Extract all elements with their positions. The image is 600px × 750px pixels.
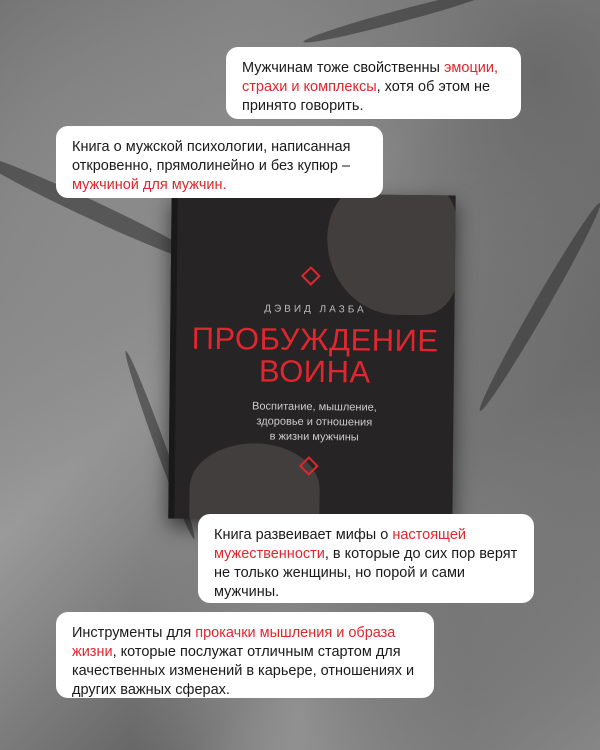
callout-tools bbox=[56, 612, 434, 698]
warrior-illustration bbox=[326, 193, 455, 316]
rock-texture bbox=[302, 0, 498, 48]
callout-text: Мужчинам тоже свойственны bbox=[242, 60, 445, 76]
callout-myths bbox=[198, 514, 534, 603]
callout-text: , которые послужат отличным стартом для качественных изменений в карьере, отношениях и других важных сферах. bbox=[72, 644, 415, 698]
callout-text: , в которые до сих пор верят не только женщины, но порой и сами мужчины. bbox=[214, 546, 518, 600]
book-title-line: ПРОБУЖДЕНИЕ bbox=[191, 320, 439, 359]
callout-highlight: прокачки мышления и образа жизни bbox=[72, 625, 396, 660]
callout-text: , хотя об этом не принято говорить. bbox=[242, 79, 491, 114]
subtitle-line: здоровье и отношения bbox=[256, 415, 373, 429]
book-subtitle bbox=[175, 399, 453, 447]
callout-highlight: настоящей мужественности bbox=[214, 527, 466, 562]
book-author: ДЭВИД ЛАЗБА bbox=[264, 303, 367, 316]
subtitle-line: в жизни мужчины bbox=[269, 430, 359, 444]
callout-text: Книга о мужской психологии, написанная откровенно, прямолинейно и без купюр – bbox=[72, 139, 351, 174]
warrior-illustration bbox=[189, 443, 320, 522]
callout-emotions bbox=[226, 47, 521, 119]
callout-text: Инструменты для bbox=[72, 625, 196, 641]
callout-psychology bbox=[56, 126, 383, 198]
callout-highlight: эмоции, страхи и комплексы bbox=[242, 60, 498, 95]
ornament-icon bbox=[301, 266, 321, 286]
book-cover bbox=[168, 193, 455, 522]
subtitle-line: Воспитание, мышление, bbox=[252, 400, 377, 414]
book-title bbox=[176, 320, 455, 390]
callout-text: Книга развеивает мифы о bbox=[214, 527, 393, 543]
callout-highlight: мужчиной для мужчин. bbox=[72, 177, 227, 193]
rock-texture bbox=[474, 200, 600, 415]
book-title-line: ВОИНА bbox=[258, 353, 371, 390]
